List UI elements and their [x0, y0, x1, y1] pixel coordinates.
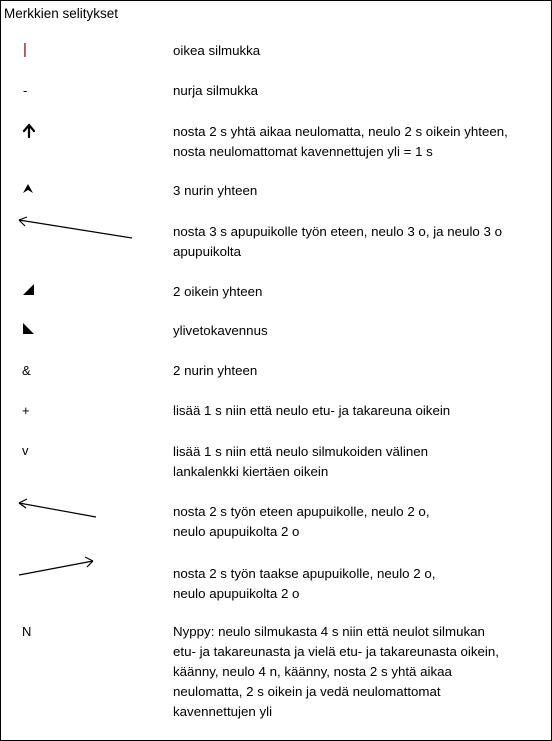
right-triangle-icon [22, 283, 35, 296]
left-arrow-icon [15, 495, 101, 521]
purl-stitch-symbol: - [23, 83, 28, 98]
n-symbol: N [22, 624, 32, 639]
right-arrow-icon [16, 555, 98, 579]
caret-up-icon [22, 183, 34, 195]
make-one-description: lisää 1 s niin että neulo silmukoiden välinen lankalenkki kiertäen oikein [173, 444, 429, 479]
left-triangle-icon [22, 322, 35, 335]
knit-two-together-description: 2 oikein yhteen [173, 284, 263, 299]
ampersand-symbol: & [22, 363, 31, 378]
purl-three-together-description: 3 nurin yhteen [173, 183, 258, 198]
purl-two-together-description: 2 nurin yhteen [173, 363, 258, 378]
page-title: Merkkien selitykset [4, 6, 119, 21]
purl-stitch-description: nurja silmukka [173, 83, 258, 98]
plus-symbol: + [22, 403, 30, 418]
slip-knit-pass-description: nosta 2 s yhtä aikaa neulomatta, neulo 2 s oikein yhteen, nosta neulomattomat kavennettujen yli = 1 s [173, 124, 508, 159]
up-arrow-icon [22, 124, 36, 138]
increase-front-back-description: lisää 1 s niin että neulo etu- ja takareuna oikein [173, 403, 451, 418]
cable-2-front-description: nosta 2 s työn eteen apupuikolle, neulo 2 o, neulo apupuikolta 2 o [173, 504, 430, 539]
long-left-arrow-icon [15, 215, 137, 243]
bobble-description: Nyppy: neulo silmukasta 4 s niin että neulot silmukan etu- ja takareunasta ja vielä etu- ja takareunasta oikein, käänny, neulo 4 n, käänny, nosta 2 s yhtä aikaa neulomatta, 2 s oikein ja vedä neulomattomat kavennettujen yli [173, 624, 499, 719]
knit-stitch-description: oikea silmukka [173, 43, 261, 58]
knit-stitch-symbol: | [23, 41, 27, 58]
slip-slip-knit-description: ylivetokavennus [173, 323, 268, 338]
cable-2-back-description: nosta 2 s työn taakse apupuikolle, neulo 2 o, neulo apupuikolta 2 o [173, 566, 436, 601]
cable-3-front-description: nosta 3 s apupuikolle työn eteen, neulo 3 o, ja neulo 3 o apupuikolta [173, 224, 502, 259]
v-symbol: v [22, 443, 29, 458]
